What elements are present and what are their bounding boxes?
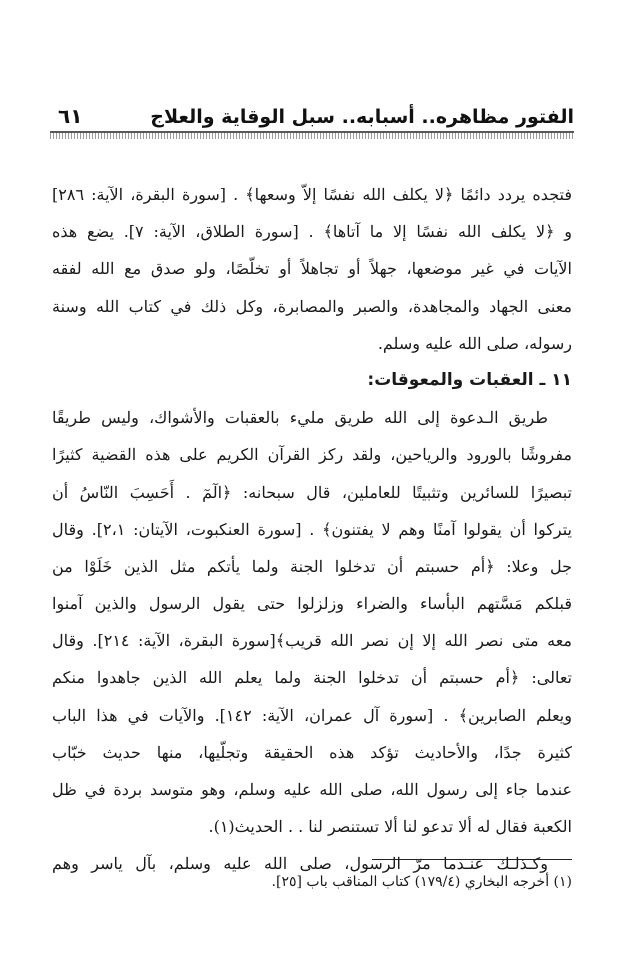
text-line: رسوله، صلى الله عليه وسلم. <box>377 333 572 353</box>
text-line: كثيرة جدًا، والأحاديث تؤكد هذه الحقيقة وتجلّيها، منها حديث خبّاب <box>52 742 572 762</box>
text-line: طريق الـدعوة إلى الله طريق مليء بالعقبات والأشواك، وليس طريقًا <box>52 408 548 428</box>
text-line: وكـذلـك عنـدما مرّ الرسول، صلى الله عليه وسلم، بآل ياسر وهم <box>52 854 548 874</box>
text-line: الكعبة فقال له ألا تدعو لنا ألا تستنصر لنا . . الحديث(١). <box>208 817 572 837</box>
header-rule <box>50 131 574 139</box>
text-line: يتركوا أن يقولوا آمنًا وهم لا يفتنون﴾ . [سورة العنكبوت، الآيتان: ٢،١]. وقال <box>52 519 572 539</box>
page-header <box>50 92 574 128</box>
text-line: مفروشًا بالورود والرياحين، ولقد ركز القرآن الكريم على هذه القضية كثيرًا <box>52 445 572 465</box>
text-line: جل وعلا: ﴿أم حسبتم أن تدخلوا الجنة ولما يأتكم مثل الذين خَلَوْا من <box>52 556 572 576</box>
text-line: و ﴿لا يكلف الله نفسًا إلا ما آتاها﴾ . [سورة الطلاق، الآية: ٧]. يضع هذه <box>52 222 572 242</box>
text-line: الآيات في غير موضعها، جهلاً أو تجاهلاً أو تخلّصًا، ولو صدق مع الله لفقه <box>52 259 572 279</box>
text-line: ويعلم الصابرين﴾ . [سورة آل عمران، الآية: ١٤٢]. والآيات في هذا الباب <box>52 705 572 725</box>
running-title: الفتور مظاهره.. أسبابه.. سبل الوقاية والعلاج <box>150 106 574 128</box>
body-text <box>52 176 572 883</box>
text-line: معنى الجهاد والمجاهدة، والصبر والمصابرة، وكل ذلك في كتاب الله وسنة <box>52 296 572 316</box>
text-line: تبصيرًا للسائرين وتثبيتًا للعاملين، قال سبحانه: ﴿الٓمٓ . أَحَسِبَ النّاسُ أن <box>52 482 572 502</box>
text-line: قبلكم مَسَّتهم البأساء والضراء وزلزلوا حتى يقول الرسول والذين آمنوا <box>52 594 572 614</box>
text-line: فتجده يردد دائمًا ﴿لا يكلف الله نفسًا إلاّ وسعها﴾ . [سورة البقرة، الآية: ٢٨٦] <box>52 185 572 204</box>
text-line: تعالى: ﴿أم حسبتم أن تدخلوا الجنة ولما يعلم الله الذين جاهدوا منكم <box>52 668 572 688</box>
footnote-rule <box>372 859 572 860</box>
text-line: معه متى نصر الله إلا إن نصر الله قريب﴾[سورة البقرة، الآية: ٢١٤]. وقال <box>52 631 572 651</box>
footnote: (١) أخرجه البخاري (١٧٩/٤) كتاب المناقب باب [٢٥]. <box>271 874 572 890</box>
section-heading: ١١ ـ العقبات والمعوقات: <box>367 369 572 390</box>
text-line: عندما جاء إلى رسول الله، صلى الله عليه وسلم، وهو متوسد بردة في ظل <box>52 780 572 799</box>
page-number: ٦١ <box>58 104 83 128</box>
